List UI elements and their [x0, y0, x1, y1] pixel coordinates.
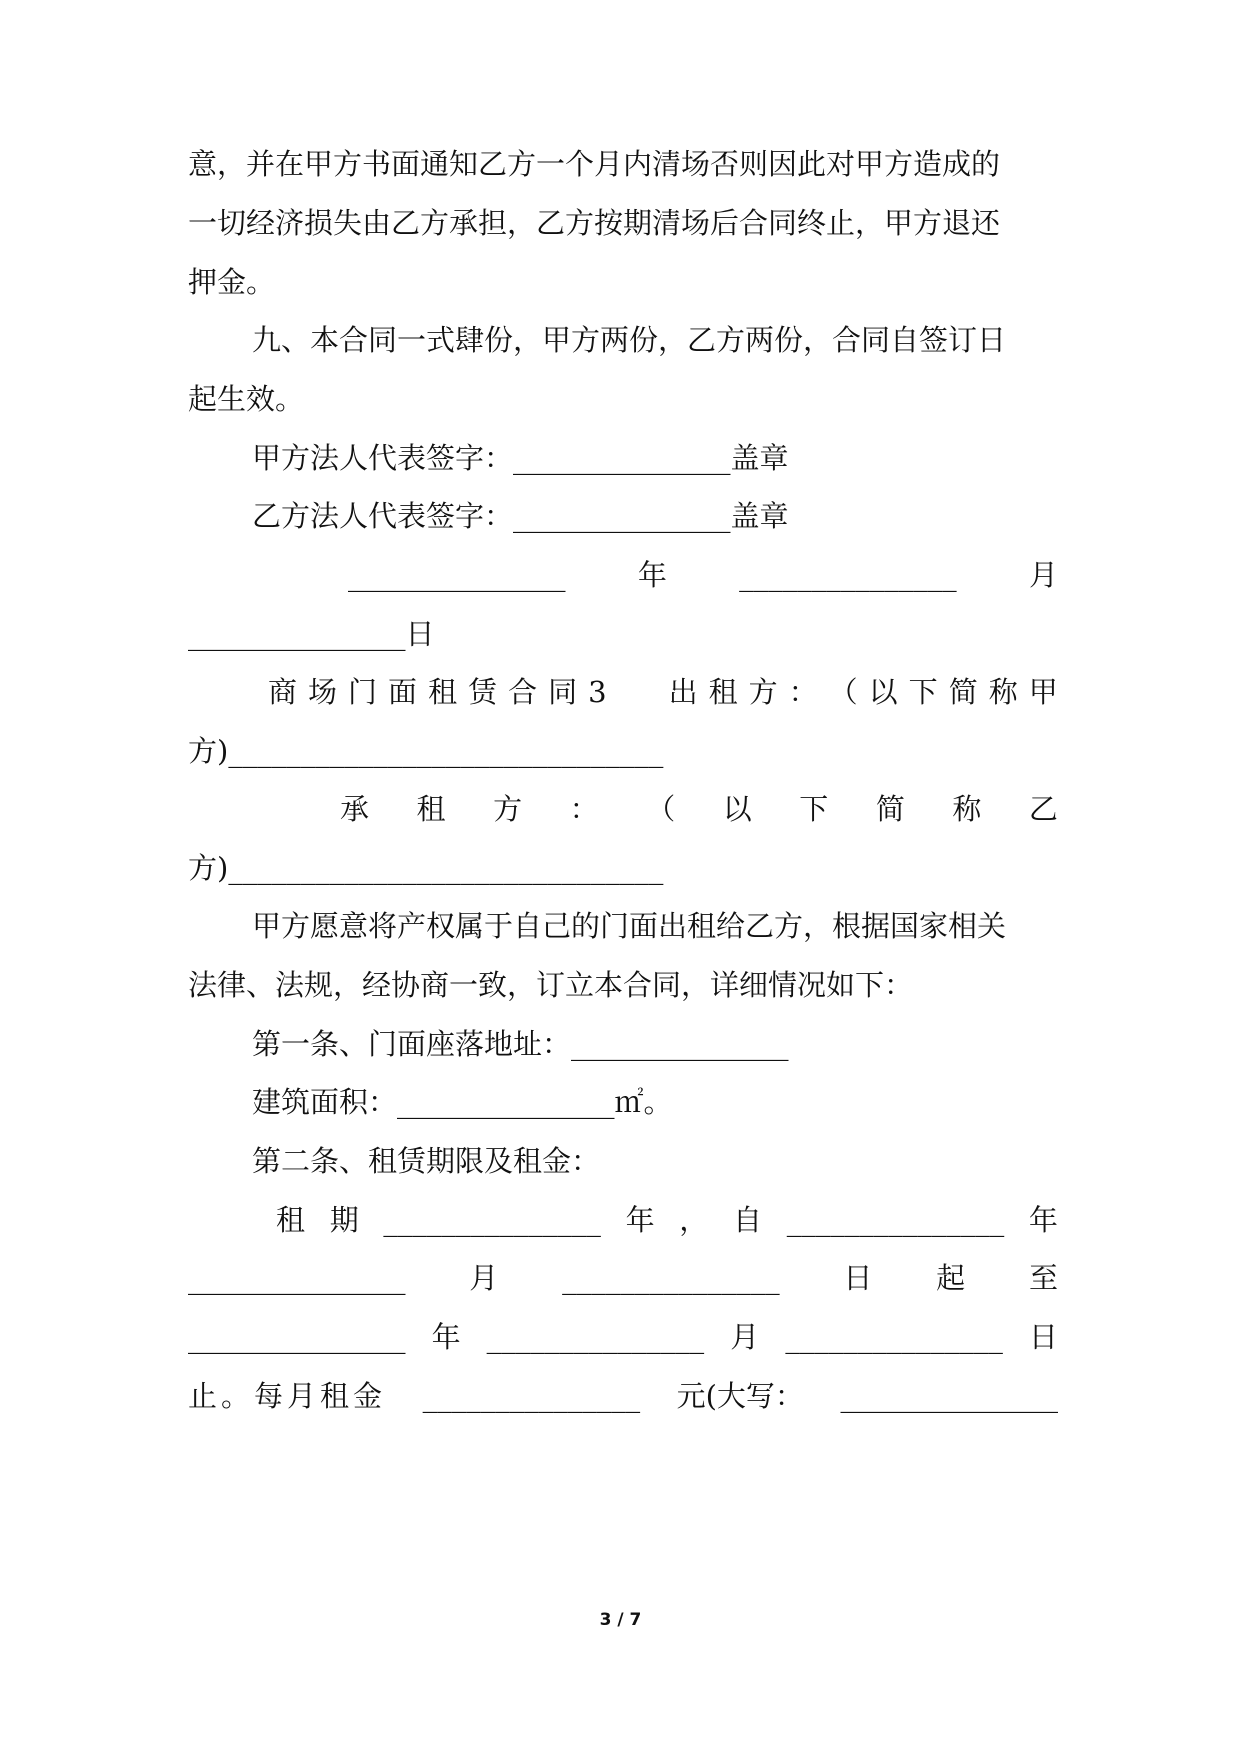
building-area: 建筑面积：_______________㎡。	[252, 1085, 673, 1119]
term-part: 租	[276, 1203, 306, 1237]
lessor-blank: 方)______________________________	[188, 734, 664, 768]
term-end-line	[188, 1317, 1058, 1357]
rent-part: _______________	[422, 1379, 641, 1413]
heading-char: （	[828, 675, 858, 709]
rent-part: _______________	[840, 1379, 1058, 1413]
heading-parts	[268, 672, 1058, 712]
term-part: _______________	[188, 1261, 406, 1295]
term-part: 日	[843, 1261, 873, 1295]
lessee-char: （	[646, 792, 676, 826]
heading-char: 方	[748, 675, 778, 709]
lessee-char: 以	[722, 792, 752, 826]
lessee-char: 简	[875, 792, 905, 826]
heading-char: 面	[388, 675, 418, 709]
party-a-signature: 甲方法人代表签字：_______________盖章	[252, 441, 789, 475]
term-part: 年	[625, 1203, 655, 1237]
monthly-rent-line	[188, 1376, 1058, 1416]
heading-char: 简	[948, 675, 978, 709]
heading-char: 下	[908, 675, 938, 709]
date-part: _______________	[348, 558, 566, 592]
lessee-char: ：	[569, 792, 599, 826]
term-part: ，	[679, 1203, 709, 1237]
term-part: 年	[431, 1320, 461, 1354]
contract-heading-line	[268, 672, 1058, 712]
text-line-2: 一切经济损失由乙方承担，乙方按期清场后合同终止，甲方退还	[188, 206, 1001, 240]
heading-char: 商	[268, 675, 298, 709]
lessee-blank: 方)______________________________	[188, 851, 664, 885]
lessee-char: 承	[340, 792, 370, 826]
heading-char: 场	[308, 675, 338, 709]
heading-char: 甲	[1028, 675, 1058, 709]
date-line	[348, 555, 1058, 595]
date-part: 年	[637, 558, 667, 592]
lessee-parts	[340, 789, 1058, 829]
monthly-rent-parts	[188, 1376, 1058, 1416]
text-line-5: 起生效。	[188, 382, 305, 416]
date-parts	[348, 555, 1058, 595]
term-part: 起	[936, 1261, 966, 1295]
text-line-14: 甲方愿意将产权属于自己的门面出租给乙方，根据国家相关	[252, 909, 1007, 943]
term-start-line	[188, 1258, 1058, 1298]
heading-char: 以	[868, 675, 898, 709]
date-day-line: _______________日	[188, 617, 435, 651]
term-part: 自	[733, 1203, 763, 1237]
rent-part: 止。每月租金	[188, 1379, 387, 1413]
rent-part: 元(大写：	[676, 1379, 804, 1413]
heading-char: 出	[668, 675, 698, 709]
term-part: 月	[469, 1261, 499, 1295]
heading-char: 称	[988, 675, 1018, 709]
party-b-signature: 乙方法人代表签字：_______________盖章	[252, 499, 789, 533]
page-number: 3 / 7	[599, 1610, 642, 1630]
lessee-char: 租	[416, 792, 446, 826]
lessee-char: 乙	[1028, 792, 1058, 826]
term-part: _______________	[486, 1320, 705, 1354]
lessee-char: 方	[493, 792, 523, 826]
date-part: _______________	[739, 558, 957, 592]
term-parts	[276, 1200, 1058, 1240]
term-part: _______________	[562, 1261, 780, 1295]
term-part: 月	[730, 1320, 760, 1354]
term-part: 年	[1028, 1203, 1058, 1237]
lessee-char: 下	[799, 792, 829, 826]
term-start-parts	[188, 1258, 1058, 1298]
heading-char: 同	[548, 675, 578, 709]
clause-nine: 九、本合同一式肆份，甲方两份，乙方两份，合同自签订日	[252, 323, 1007, 357]
article-one-address: 第一条、门面座落地址：_______________	[252, 1027, 789, 1061]
term-part: _______________	[383, 1203, 601, 1237]
heading-char: 合	[508, 675, 538, 709]
heading-char: 租	[428, 675, 458, 709]
term-end-parts	[188, 1317, 1058, 1357]
term-part: 日	[1028, 1320, 1058, 1354]
term-part: _______________	[785, 1320, 1003, 1354]
term-part: 至	[1028, 1261, 1058, 1295]
heading-char: 租	[708, 675, 738, 709]
heading-char: 3	[588, 675, 607, 709]
term-part: _______________	[188, 1320, 406, 1354]
heading-char: ：	[788, 675, 818, 709]
heading-char: 门	[348, 675, 378, 709]
term-part: 期	[329, 1203, 359, 1237]
heading-char: 赁	[468, 675, 498, 709]
term-part: _______________	[786, 1203, 1005, 1237]
article-two-heading: 第二条、租赁期限及租金：	[252, 1144, 601, 1178]
text-line-1: 意，并在甲方书面通知乙方一个月内清场否则因此对甲方造成的	[188, 147, 1001, 181]
heading-gap	[618, 672, 658, 712]
lessee-char: 称	[952, 792, 982, 826]
term-line	[276, 1200, 1058, 1240]
text-line-15: 法律、法规，经协商一致，订立本合同，详细情况如下：	[188, 968, 914, 1002]
lessee-line	[340, 789, 1058, 829]
text-line-3: 押金。	[188, 265, 276, 299]
date-part: 月	[1028, 558, 1058, 592]
